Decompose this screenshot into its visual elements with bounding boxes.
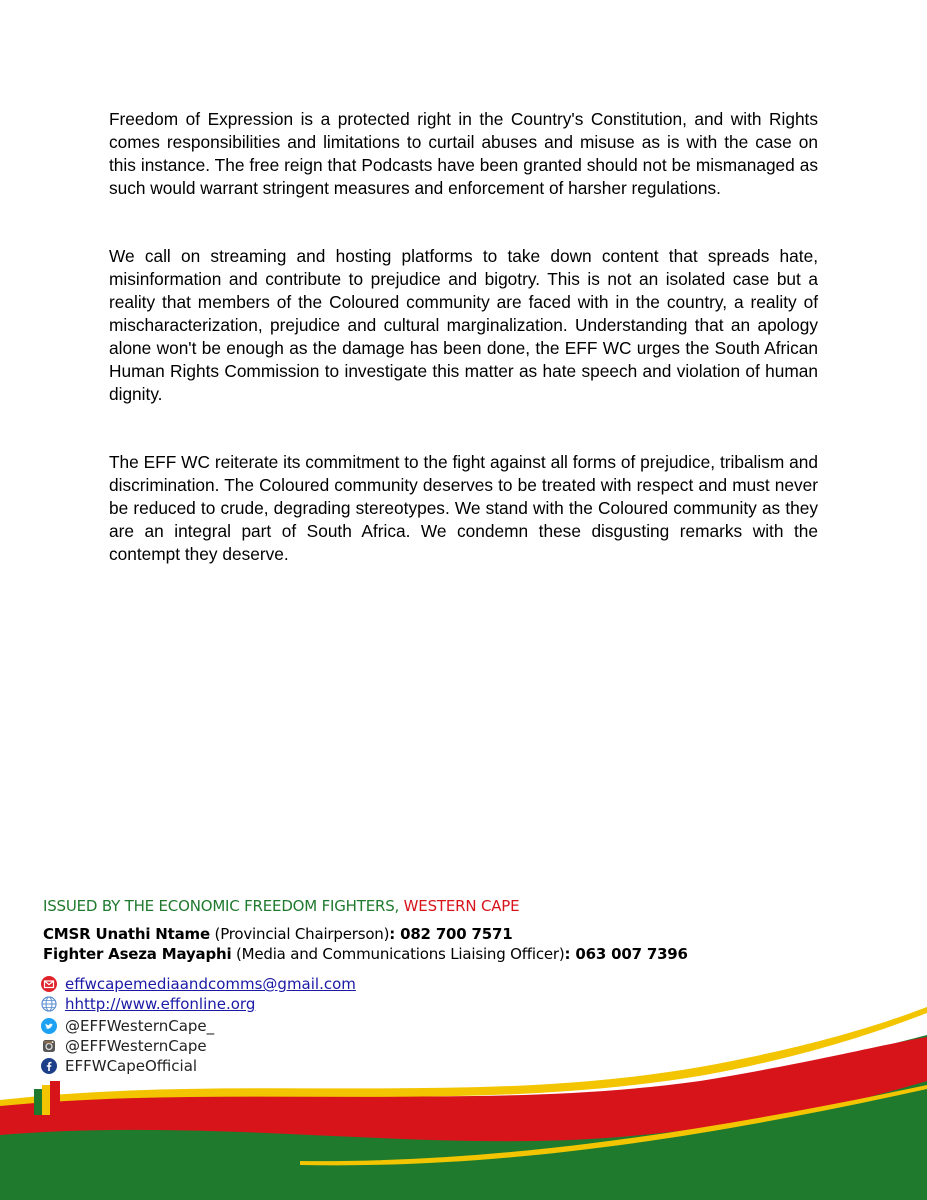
contact-chairperson-name: CMSR Unathi Ntame	[43, 925, 210, 943]
facebook-page[interactable]: EFFWCapeOfficial	[65, 1057, 198, 1075]
issued-by-line	[43, 897, 519, 915]
email-link[interactable]: effwcapemediaandcomms@gmail.com	[65, 975, 356, 993]
wave-block-yellow	[42, 1085, 50, 1115]
contact-chairperson-role: (Provincial Chairperson)	[209, 925, 390, 943]
website-link[interactable]: hhttp://www.effonline.org	[65, 995, 256, 1013]
twitter-handle[interactable]: @EFFWesternCape_	[65, 1017, 215, 1035]
contact-chairperson-phone: : 082 700 7571	[389, 925, 513, 943]
wave-block-green	[34, 1089, 42, 1115]
issued-by-prefix: ISSUED BY THE ECONOMIC FREEDOM FIGHTERS,	[43, 897, 404, 915]
contact-chairperson	[43, 925, 513, 943]
footer-wave-decoration	[0, 985, 927, 1200]
paragraph-commitment: The EFF WC reiterate its commitment to the fight against all forms of prejudice, tribalism and discrimination. The Coloured community deserves to be treated with respect and must never be reduced to crude, degrading stereotypes. We stand with the Coloured community as they are an integral part of South Africa. We condemn these disgusting remarks with the contempt they deserve.	[109, 452, 818, 564]
wave-block-red	[50, 1081, 60, 1115]
paragraph-freedom-of-expression: Freedom of Expression is a protected right in the Country's Constitution, and with Rights comes responsibilities and limitations to curtail abuses and misuse as is with the case on this instance. The free reign that Podcasts have been granted should not be mismanaged as such would warrant stringent measures and enforcement of harsher regulations.	[109, 109, 818, 198]
contact-media-officer	[43, 945, 688, 963]
issued-by-region: WESTERN CAPE	[403, 897, 520, 915]
paragraph-call-on-platforms: We call on streaming and hosting platforms to take down content that spreads hate, misinformation and contribute to prejudice and bigotry. This is not an isolated case but a reality that members of the Coloured community are faced with in the country, a reality of mischaracterization, prejudice and cultural marginalization. Understanding that an apology alone won't be enough as the damage has been done, the EFF WC urges the South African Human Rights Commission to investigate this matter as hate speech and violation of human dignity.	[109, 246, 818, 404]
contact-media-officer-name: Fighter Aseza Mayaphi	[43, 945, 232, 963]
instagram-handle[interactable]: @EFFWesternCape	[65, 1037, 207, 1055]
contact-media-officer-phone: : 063 007 7396	[564, 945, 688, 963]
contact-media-officer-role: (Media and Communications Liaising Officer)	[231, 945, 565, 963]
